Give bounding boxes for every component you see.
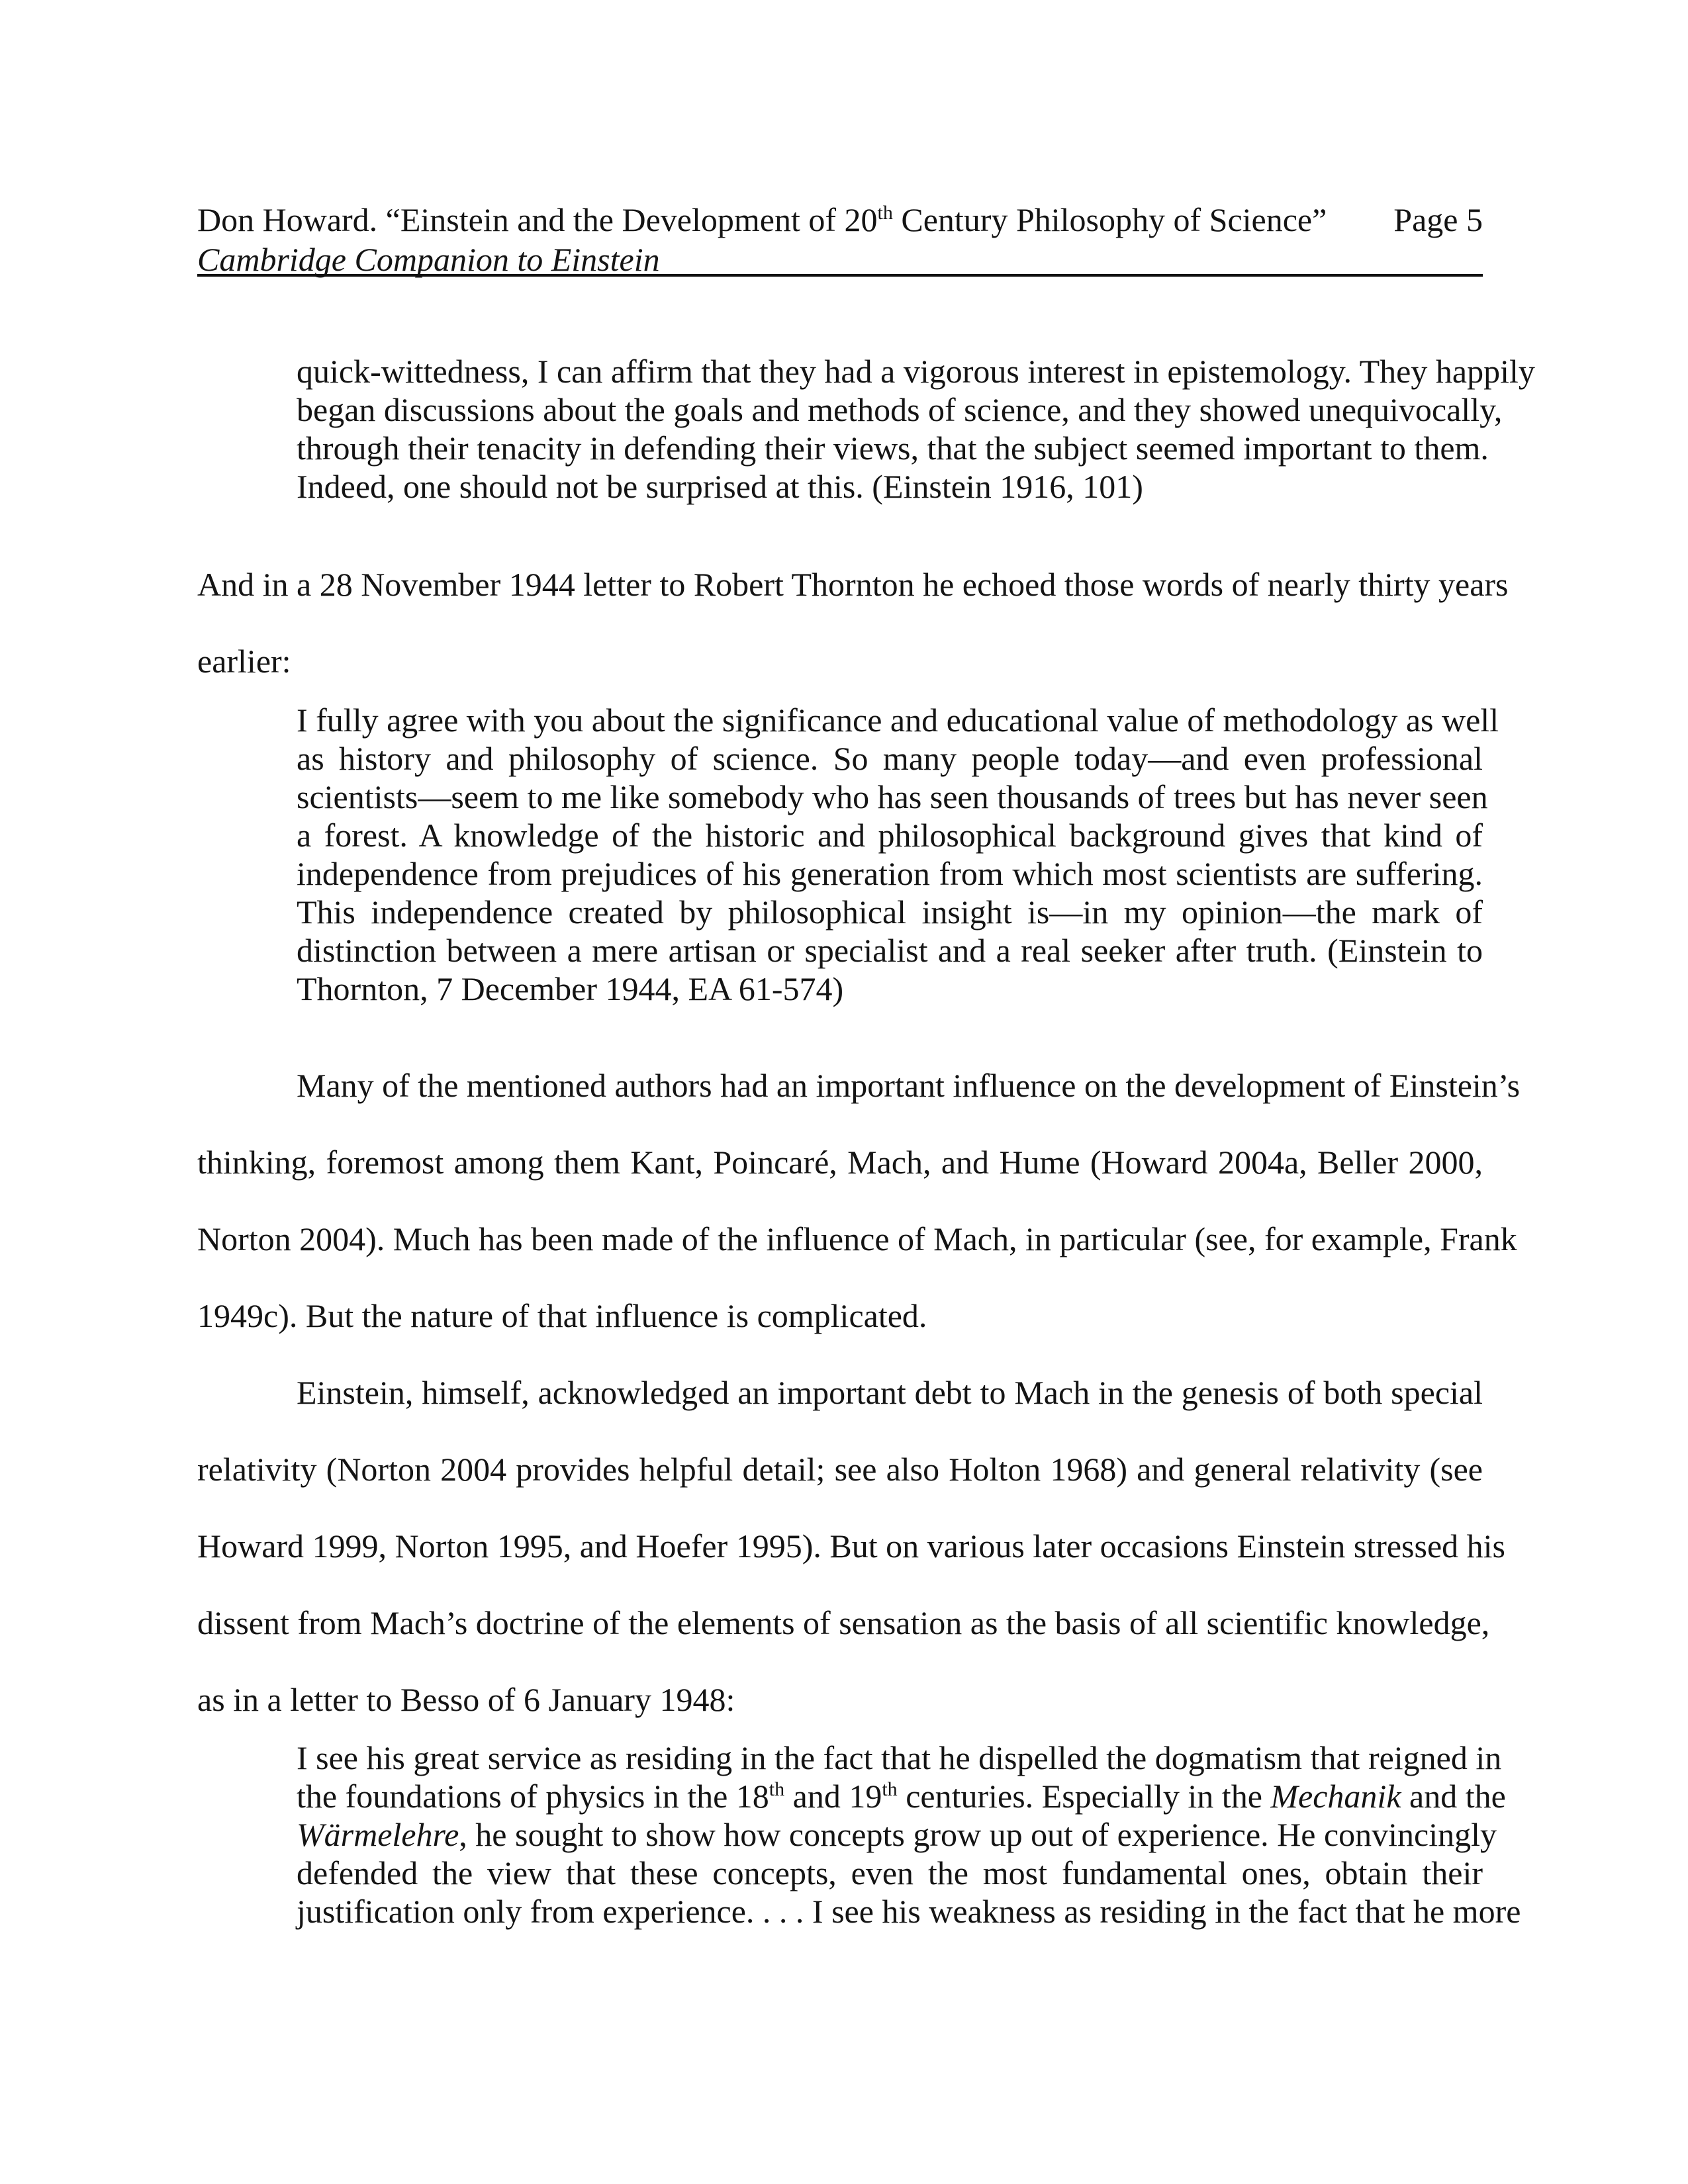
body-line: dissent from Mach’s doctrine of the elements of sensation as the basis of all scientific knowledge, [197,1604,1490,1641]
paragraph-2 [197,1047,1521,1354]
quote-line: justification only from experience. . . . I see his weakness as residing in the fact that he more [297,1893,1521,1930]
quote-line: scientists—seem to me like somebody who has seen thousands of trees but has never seen [297,778,1488,815]
block-quote-2 [297,701,1499,1008]
quote-line: I fully agree with you about the significance and educational value of methodology as well [297,702,1499,739]
body-line: Einstein, himself, acknowledged an important debt to Mach in the genesis of both special [297,1374,1483,1411]
block-quote-1 [297,352,1535,506]
body-line: as in a letter to Besso of 6 January 1948: [197,1681,735,1718]
quote-line: independence from prejudices of his generation from which most scientists are suffering. [297,855,1483,892]
paragraph-3 [197,1354,1506,1738]
body-line: relativity (Norton 2004 provides helpful detail; see also Holton 1968) and general relativity (see [197,1451,1483,1488]
body-line: Many of the mentioned authors had an important influence on the development of Einstein’s [297,1067,1521,1104]
quote-line: began discussions about the goals and methods of science, and they showed unequivocally, [297,391,1503,428]
quote-line: I see his great service as residing in the fact that he dispelled the dogmatism that reigned in [297,1739,1502,1776]
quote-line: distinction between a mere artisan or specialist and a real seeker after truth. (Einstein to [297,932,1483,969]
body-line: 1949c). But the nature of that influence is complicated. [197,1297,927,1334]
header-citation: Don Howard. “Einstein and the Development of 20th Century Philosophy of Science” [197,201,1327,238]
header-book-title: Cambridge Companion to Einstein [197,241,660,278]
body-line: And in a 28 November 1944 letter to Robert Thornton he echoed those words of nearly thirty years [197,566,1509,603]
quote-line: quick-wittedness, I can affirm that they had a vigorous interest in epistemology. They happily [297,353,1535,390]
header-rule [197,274,1483,277]
quote-line: a forest. A knowledge of the historic and philosophical background gives that kind of [297,817,1483,854]
quote-line: Thornton, 7 December 1944, EA 61-574) [297,970,844,1007]
quote-line: Wärmelehre, he sought to show how concepts grow up out of experience. He convincingly [297,1816,1497,1853]
paragraph-1 [197,546,1509,700]
body-line: earlier: [197,643,291,680]
quote-line: as history and philosophy of science. So many people today—and even professional [297,740,1483,777]
body-line: Norton 2004). Much has been made of the influence of Mach, in particular (see, for example, Frank [197,1220,1517,1257]
running-header [197,200,1483,279]
quote-line: through their tenacity in defending their views, that the subject seemed important to them. [297,430,1489,467]
quote-line: defended the view that these concepts, even the most fundamental ones, obtain their [297,1854,1483,1891]
quote-line: Indeed, one should not be surprised at this. (Einstein 1916, 101) [297,468,1143,505]
body-line: thinking, foremost among them Kant, Poincaré, Mach, and Hume (Howard 2004a, Beller 2000, [197,1144,1483,1181]
page-number: Page 5 [1393,201,1483,238]
body-line: Howard 1999, Norton 1995, and Hoefer 1995). But on various later occasions Einstein stressed his [197,1527,1506,1565]
block-quote-3 [297,1739,1521,1931]
quote-line: This independence created by philosophical insight is—in my opinion—the mark of [297,893,1483,931]
header-row [197,200,1483,240]
quote-line: the foundations of physics in the 18th and 19th centuries. Especially in the Mechanik and the [297,1778,1506,1815]
